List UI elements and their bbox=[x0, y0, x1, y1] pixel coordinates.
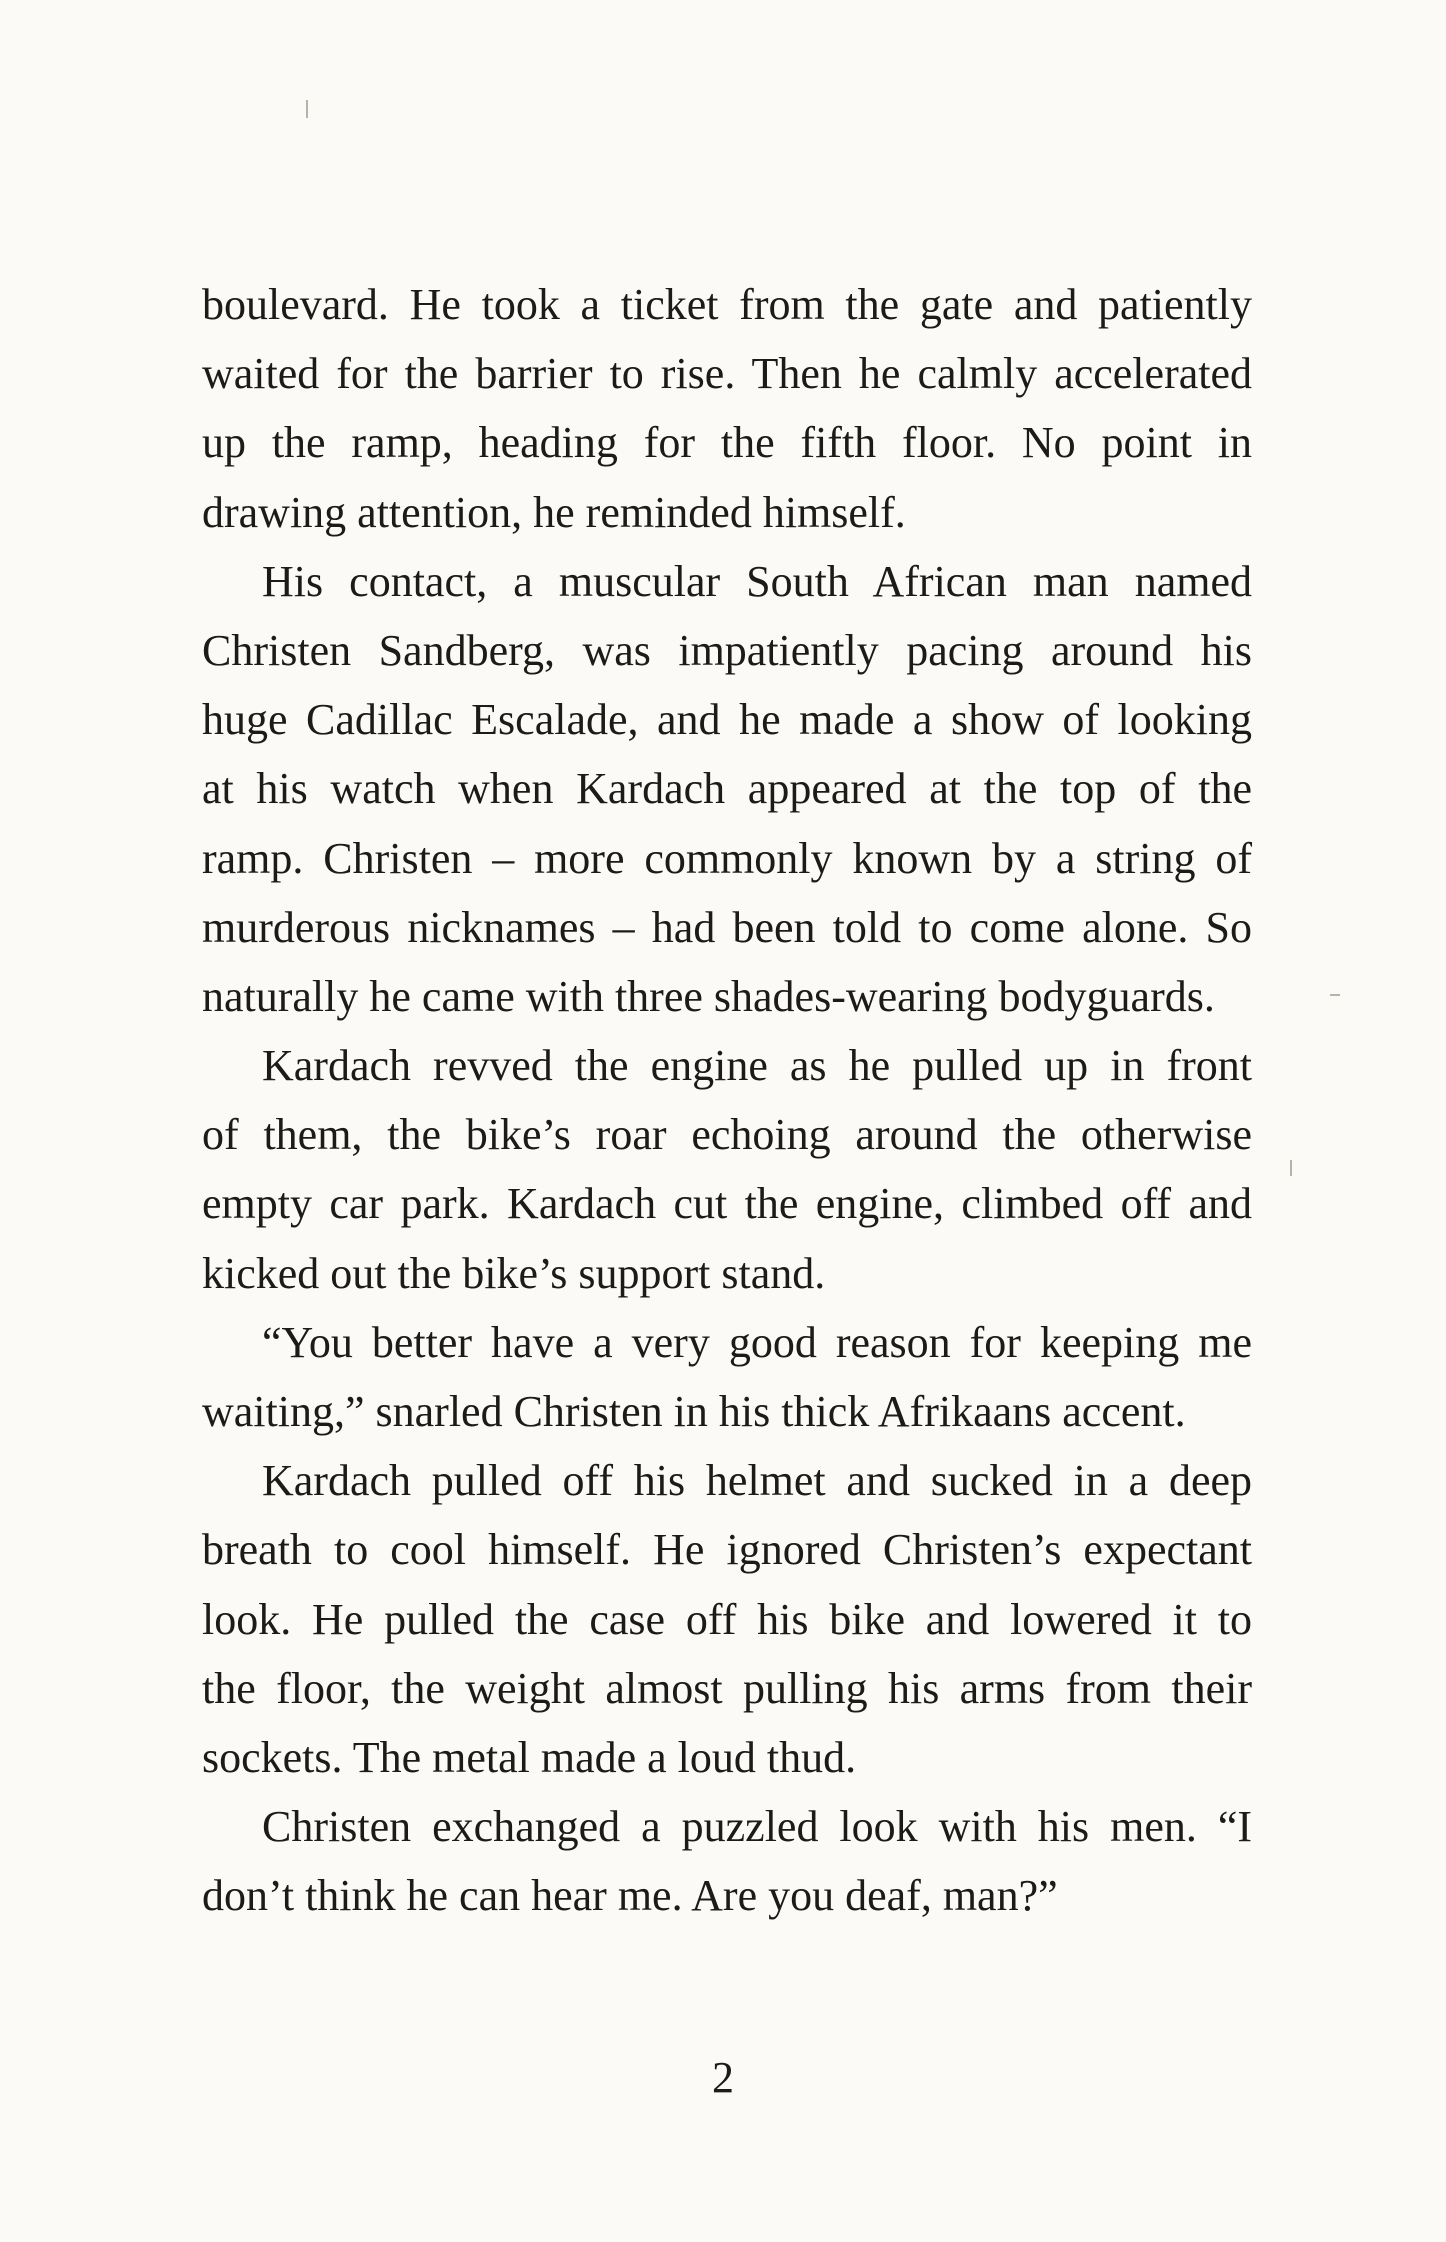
scan-speck bbox=[306, 100, 308, 118]
text-line: of them, the bike’s roar echoing around the otherwise bbox=[202, 1110, 1252, 1160]
text-line: waiting,” snarled Christen in his thick Afrikaans accent. bbox=[202, 1387, 1186, 1436]
page-number: 2 bbox=[712, 2053, 734, 2102]
text-line: huge Cadillac Escalade, and he made a show of looking bbox=[202, 695, 1252, 745]
text-line: murderous nicknames – had been told to come alone. So bbox=[202, 902, 1252, 952]
text-line: Christen exchanged a puzzled look with his men. “I bbox=[262, 1802, 1252, 1852]
text-line: look. He pulled the case off his bike and lowered it to bbox=[202, 1594, 1252, 1644]
text-line: naturally he came with three shades-wearing bodyguards. bbox=[202, 971, 1215, 1021]
text-line: “You better have a very good reason for keeping me bbox=[262, 1317, 1252, 1367]
scan-speck bbox=[1330, 994, 1340, 996]
text-line: Christen Sandberg, was impatiently pacing around his bbox=[202, 625, 1252, 675]
text-line: the floor, the weight almost pulling his arms from their bbox=[202, 1663, 1252, 1713]
text-line: breath to cool himself. He ignored Christen’s expectant bbox=[202, 1525, 1252, 1575]
text-line: empty car park. Kardach cut the engine, climbed off and bbox=[202, 1179, 1252, 1229]
text-line: waited for the barrier to rise. Then he calmly accelerated bbox=[202, 349, 1252, 399]
text-line: boulevard. He took a ticket from the gate and patiently bbox=[202, 280, 1252, 329]
body-text bbox=[202, 270, 1252, 1931]
text-line: ramp. Christen – more commonly known by a string of bbox=[202, 833, 1252, 883]
text-line: drawing attention, he reminded himself. bbox=[202, 487, 906, 537]
text-line: Kardach revved the engine as he pulled up in front bbox=[262, 1041, 1252, 1091]
text-line: don’t think he can hear me. Are you deaf, man?” bbox=[202, 1871, 1058, 1921]
text-line: sockets. The metal made a loud thud. bbox=[202, 1732, 857, 1782]
text-line: His contact, a muscular South African man named bbox=[262, 556, 1252, 606]
scan-speck bbox=[1290, 1160, 1292, 1176]
text-line: kicked out the bike’s support stand. bbox=[202, 1248, 826, 1298]
text-line: at his watch when Kardach appeared at the top of the bbox=[202, 764, 1252, 814]
text-line: Kardach pulled off his helmet and sucked in a deep bbox=[262, 1456, 1252, 1506]
text-line: up the ramp, heading for the fifth floor. No point in bbox=[202, 418, 1252, 468]
